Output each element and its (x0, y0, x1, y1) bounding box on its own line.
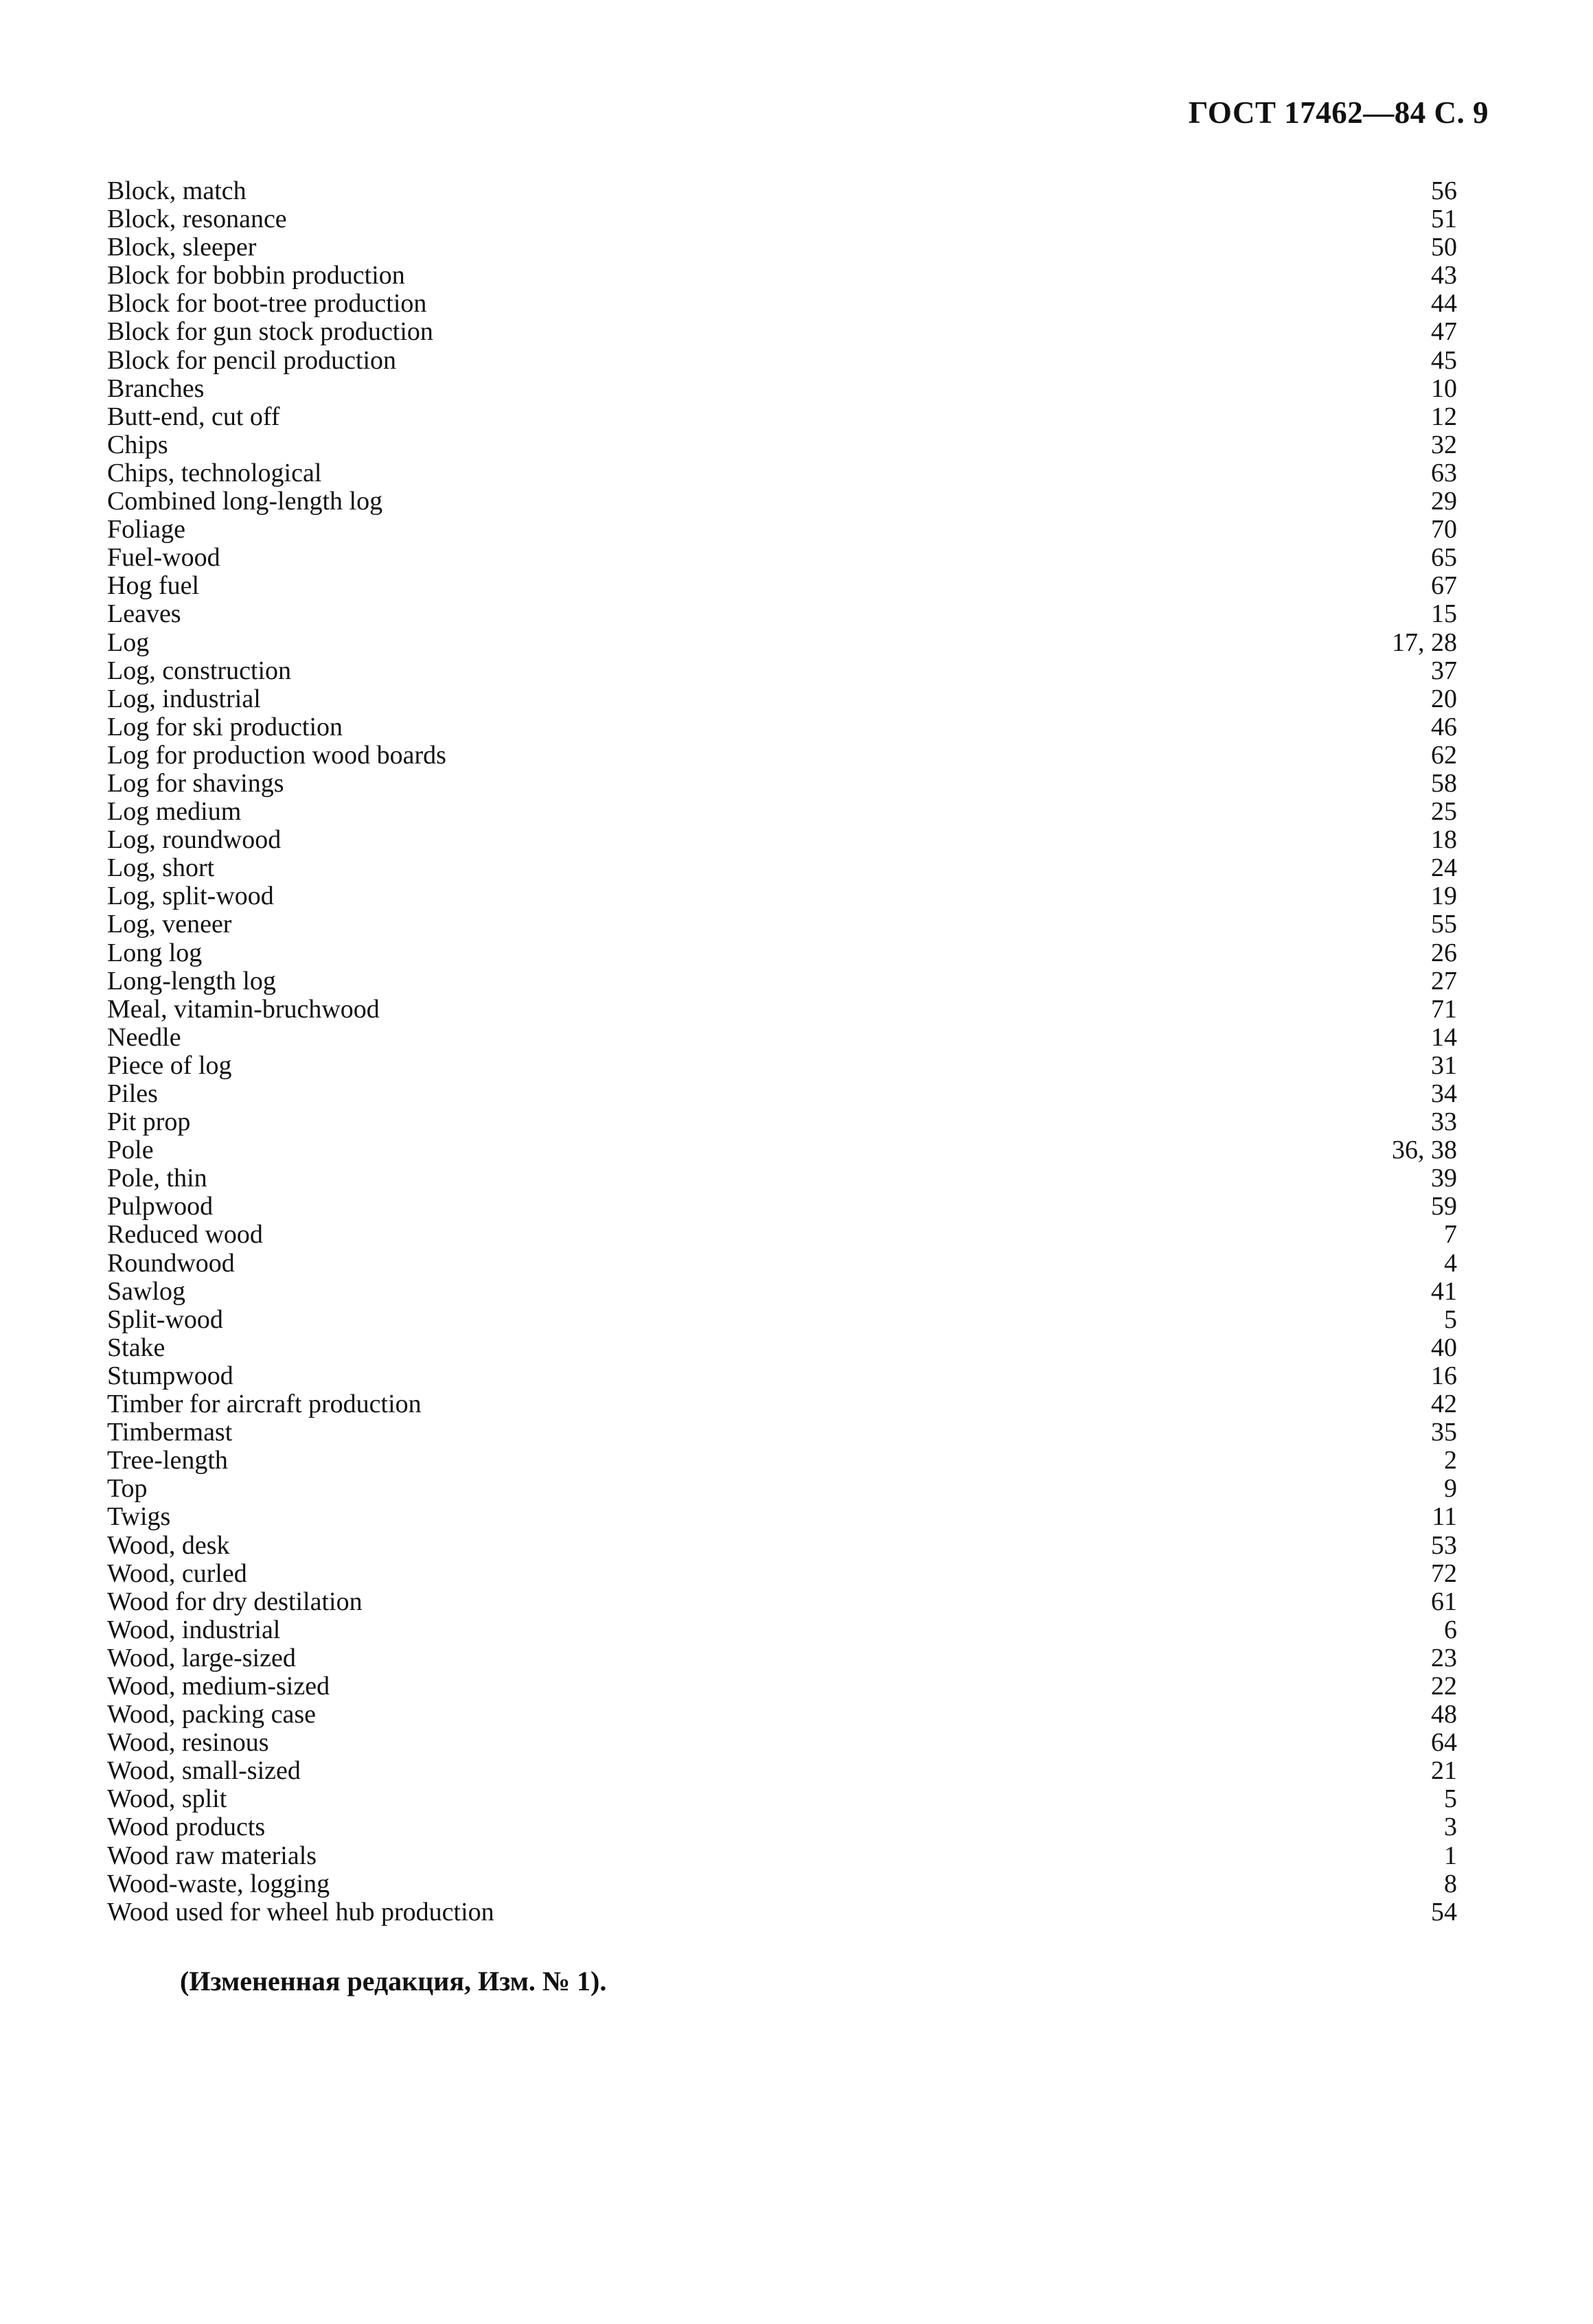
index-term: Wood, resinous (107, 1728, 269, 1758)
index-ref-number: 32 (1431, 430, 1457, 459)
index-term: Wood, split (107, 1784, 227, 1814)
index-ref-number: 37 (1431, 656, 1457, 685)
index-entry (107, 516, 1457, 544)
index-term: Split-wood (107, 1304, 223, 1334)
index-ref-number: 2 (1444, 1446, 1457, 1475)
index-ref-number: 53 (1431, 1530, 1457, 1560)
index-ref-number: 18 (1431, 825, 1457, 855)
index-ref-number: 5 (1444, 1784, 1457, 1814)
index-ref-number: 12 (1431, 402, 1457, 431)
index-ref-number: 61 (1431, 1587, 1457, 1616)
index-term: Timber for aircraft production (107, 1390, 422, 1419)
index-entry (107, 910, 1457, 939)
index-entry (107, 1306, 1457, 1334)
index-term: Long log (107, 938, 203, 967)
index-ref-number: 54 (1431, 1897, 1457, 1926)
index-ref-number: 46 (1431, 712, 1457, 741)
index-term: Block for bobbin production (107, 261, 405, 290)
index-entry (107, 177, 1457, 205)
index-list (107, 177, 1457, 1926)
index-entry (107, 1644, 1457, 1672)
index-term: Pit prop (107, 1107, 191, 1137)
index-term: Top (107, 1474, 148, 1504)
index-term: Log for shavings (107, 768, 284, 798)
index-ref-number: 50 (1431, 233, 1457, 262)
index-ref-number: 39 (1431, 1164, 1457, 1193)
index-term: Wood, industrial (107, 1615, 281, 1644)
index-entry (107, 487, 1457, 516)
index-ref-number: 23 (1431, 1643, 1457, 1672)
index-entry (107, 1278, 1457, 1306)
index-entry (107, 854, 1457, 882)
index-entry (107, 1164, 1457, 1193)
index-term: Timbermast (107, 1418, 233, 1447)
index-term: Log, split-wood (107, 882, 274, 911)
index-ref-number: 59 (1431, 1192, 1457, 1221)
index-term: Branches (107, 373, 205, 403)
index-entry (107, 1250, 1457, 1278)
index-entry (107, 996, 1457, 1024)
index-term: Wood products (107, 1813, 266, 1842)
index-ref-number: 15 (1431, 599, 1457, 629)
index-term: Stake (107, 1333, 165, 1362)
index-entry (107, 431, 1457, 459)
index-entry (107, 1560, 1457, 1588)
index-term: Meal, vitamin-bruchwood (107, 994, 380, 1024)
index-ref-number: 35 (1431, 1418, 1457, 1447)
index-ref-number: 4 (1444, 1248, 1457, 1278)
index-ref-number: 40 (1431, 1333, 1457, 1362)
index-entry (107, 1503, 1457, 1531)
index-term: Chips, technological (107, 458, 322, 487)
index-entry (107, 375, 1457, 403)
index-entry (107, 205, 1457, 233)
index-term: Wood raw materials (107, 1841, 317, 1870)
index-term: Foliage (107, 515, 185, 544)
index-entry (107, 1418, 1457, 1447)
index-ref-number: 34 (1431, 1079, 1457, 1108)
index-ref-number: 8 (1444, 1869, 1457, 1898)
index-term: Wood, desk (107, 1530, 230, 1560)
index-entry (107, 1390, 1457, 1418)
index-entry (107, 1108, 1457, 1136)
index-term: Log for production wood boards (107, 740, 446, 770)
index-entry (107, 544, 1457, 572)
index-entry (107, 798, 1457, 826)
index-ref-number: 58 (1431, 768, 1457, 798)
index-term: Block for gun stock production (107, 317, 433, 347)
index-entry (107, 1052, 1457, 1080)
index-entry (107, 1136, 1457, 1164)
index-term: Log, industrial (107, 684, 261, 713)
index-ref-number: 5 (1444, 1304, 1457, 1334)
index-entry (107, 290, 1457, 318)
index-entry (107, 1842, 1457, 1870)
index-entry (107, 318, 1457, 346)
index-ref-number: 10 (1431, 373, 1457, 403)
index-entry (107, 685, 1457, 713)
index-term: Wood, small-sized (107, 1756, 301, 1786)
index-term: Log, construction (107, 656, 292, 685)
index-entry (107, 1870, 1457, 1898)
index-ref-number: 21 (1431, 1756, 1457, 1786)
index-entry (107, 1898, 1457, 1926)
index-term: Log for ski production (107, 712, 343, 741)
index-term: Combined long-length log (107, 487, 383, 516)
index-term: Leaves (107, 599, 181, 629)
index-entry (107, 967, 1457, 996)
index-ref-number: 16 (1431, 1361, 1457, 1390)
index-entry (107, 1221, 1457, 1249)
index-ref-number: 25 (1431, 797, 1457, 827)
index-term: Block, match (107, 176, 247, 205)
index-term: Block, sleeper (107, 233, 257, 262)
index-ref-number: 3 (1444, 1813, 1457, 1842)
index-term: Chips (107, 430, 168, 459)
index-ref-number: 65 (1431, 543, 1457, 573)
index-term: Block for boot-tree production (107, 289, 427, 319)
index-entry (107, 1672, 1457, 1701)
index-term: Log, veneer (107, 910, 232, 939)
index-term: Wood used for wheel hub production (107, 1897, 494, 1926)
index-entry (107, 1080, 1457, 1108)
index-ref-number: 14 (1431, 1022, 1457, 1052)
index-entry (107, 1616, 1457, 1644)
index-entry (107, 459, 1457, 487)
index-ref-number: 64 (1431, 1728, 1457, 1758)
index-term: Needle (107, 1022, 181, 1052)
index-ref-number: 6 (1444, 1615, 1457, 1644)
page-header: ГОСТ 17462—84 С. 9 (1188, 95, 1489, 130)
index-term: Log medium (107, 797, 242, 827)
index-ref-number: 20 (1431, 684, 1457, 713)
index-term: Block, resonance (107, 205, 287, 234)
index-term: Fuel-wood (107, 543, 220, 573)
index-term: Tree-length (107, 1446, 228, 1475)
index-entry (107, 629, 1457, 657)
index-ref-number: 26 (1431, 938, 1457, 967)
index-entry (107, 1813, 1457, 1841)
index-ref-number: 45 (1431, 345, 1457, 375)
index-term: Roundwood (107, 1248, 235, 1278)
index-term: Hog fuel (107, 571, 200, 601)
index-entry (107, 1532, 1457, 1560)
index-ref-number: 47 (1431, 317, 1457, 347)
index-entry (107, 826, 1457, 854)
index-term: Log, roundwood (107, 825, 282, 855)
index-ref-number: 29 (1431, 487, 1457, 516)
index-term: Wood, packing case (107, 1700, 316, 1729)
index-ref-number: 71 (1431, 994, 1457, 1024)
index-term: Twigs (107, 1502, 171, 1532)
index-entry (107, 1475, 1457, 1503)
index-entry (107, 657, 1457, 685)
index-ref-number: 55 (1431, 910, 1457, 939)
index-term: Long-length log (107, 966, 276, 996)
index-term: Wood for dry destilation (107, 1587, 363, 1616)
index-ref-number: 63 (1431, 458, 1457, 487)
index-term: Piles (107, 1079, 158, 1108)
index-entry (107, 1447, 1457, 1475)
index-term: Stumpwood (107, 1361, 233, 1390)
index-ref-number: 48 (1431, 1700, 1457, 1729)
index-entry (107, 1024, 1457, 1052)
index-ref-number: 1 (1444, 1841, 1457, 1870)
index-ref-number: 67 (1431, 571, 1457, 601)
index-ref-number: 62 (1431, 740, 1457, 770)
index-ref-number: 7 (1444, 1220, 1457, 1250)
index-ref-number: 24 (1431, 853, 1457, 883)
index-ref-number: 31 (1431, 1050, 1457, 1080)
index-entry (107, 1334, 1457, 1362)
index-ref-number: 33 (1431, 1107, 1457, 1137)
index-entry (107, 262, 1457, 290)
index-ref-number: 44 (1431, 289, 1457, 319)
index-term: Wood-waste, logging (107, 1869, 330, 1898)
index-entry (107, 600, 1457, 628)
index-entry (107, 572, 1457, 600)
index-entry (107, 713, 1457, 741)
index-term: Piece of log (107, 1050, 232, 1080)
index-term: Wood, medium-sized (107, 1671, 330, 1701)
index-term: Butt-end, cut off (107, 402, 280, 431)
index-entry (107, 939, 1457, 967)
index-entry (107, 347, 1457, 375)
index-term: Wood, curled (107, 1558, 247, 1588)
index-entry (107, 1588, 1457, 1616)
index-term: Log, short (107, 853, 215, 883)
index-ref-number: 42 (1431, 1390, 1457, 1419)
index-ref-number: 70 (1431, 515, 1457, 544)
index-entry (107, 1729, 1457, 1757)
index-entry (107, 770, 1457, 798)
index-term: Pole (107, 1136, 154, 1165)
index-entry (107, 403, 1457, 431)
index-ref-number: 51 (1431, 205, 1457, 234)
index-entry (107, 1701, 1457, 1729)
index-term: Log (107, 628, 150, 657)
index-entry (107, 233, 1457, 262)
index-entry (107, 1362, 1457, 1390)
index-ref-number: 19 (1431, 882, 1457, 911)
index-term: Pole, thin (107, 1164, 207, 1193)
index-ref-number: 22 (1431, 1671, 1457, 1701)
index-term: Reduced wood (107, 1220, 263, 1250)
amendment-note: (Измененная редакция, Изм. № 1). (180, 1966, 607, 1997)
index-entry (107, 882, 1457, 910)
index-term: Sawlog (107, 1276, 185, 1306)
index-entry (107, 1785, 1457, 1813)
index-ref-number: 72 (1431, 1558, 1457, 1588)
index-term: Block for pencil production (107, 345, 397, 375)
index-entry (107, 1757, 1457, 1785)
index-ref-number: 43 (1431, 261, 1457, 290)
index-entry (107, 1193, 1457, 1221)
index-ref-number: 56 (1431, 176, 1457, 205)
index-term: Pulpwood (107, 1192, 214, 1221)
index-ref-number: 11 (1432, 1502, 1457, 1532)
index-ref-number: 9 (1444, 1474, 1457, 1504)
index-term: Wood, large-sized (107, 1643, 296, 1672)
index-ref-number: 36, 38 (1392, 1136, 1457, 1165)
index-ref-number: 17, 28 (1392, 628, 1457, 657)
index-entry (107, 741, 1457, 770)
index-ref-number: 41 (1431, 1276, 1457, 1306)
index-ref-number: 27 (1431, 966, 1457, 996)
